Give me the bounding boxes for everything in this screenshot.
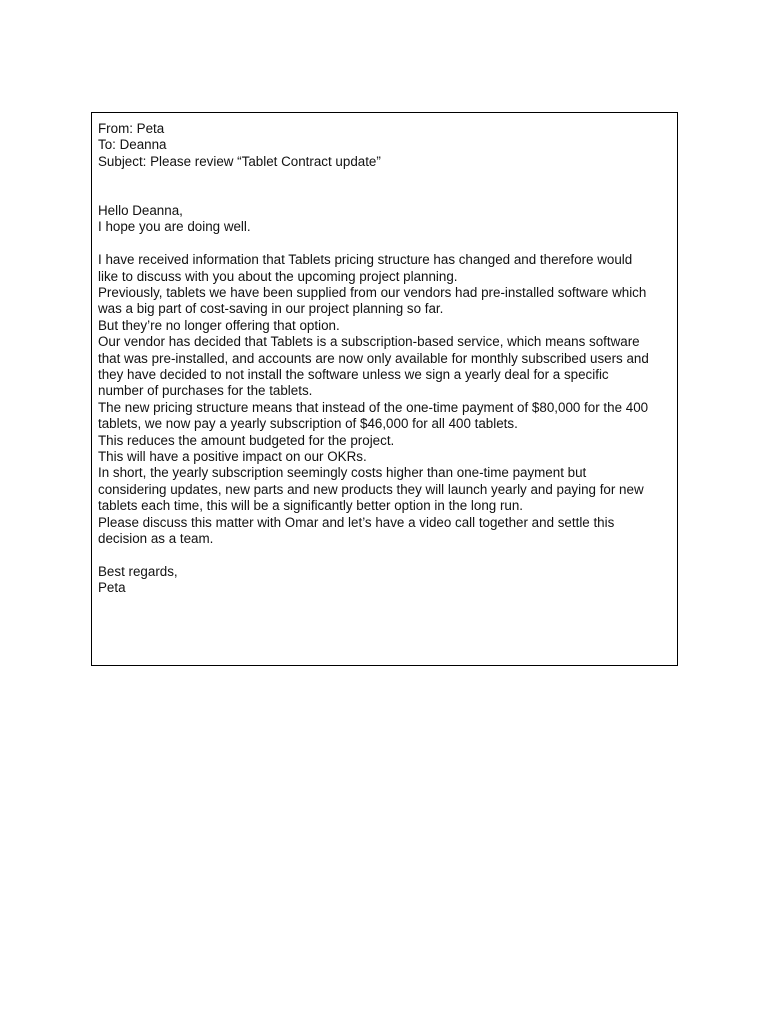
email-greeting: Hello Deanna, — [98, 203, 183, 218]
spacer — [98, 170, 671, 186]
body-line: that was pre-installed, and accounts are now only available for monthly subscribed users and — [98, 350, 649, 366]
body-line: Please discuss this matter with Omar and let’s have a video call together and settle this — [98, 514, 615, 530]
body-line: Our vendor has decided that Tablets is a subscription-based service, which means software — [98, 334, 640, 350]
body-line: tablets each time, this will be a significantly better option in the long run. — [98, 498, 524, 514]
email-subject: Subject: Please review “Tablet Contract update” — [98, 153, 381, 169]
body-line: considering updates, new parts and new products they will launch yearly and paying for new — [98, 481, 644, 497]
body-line: was a big part of cost-saving in our project planning so far. — [98, 301, 444, 317]
spacer — [98, 187, 671, 203]
email-body — [98, 252, 671, 547]
body-line: In short, the yearly subscription seemingly costs higher than one-time payment but — [98, 465, 587, 481]
email-closing: Best regards, — [98, 563, 178, 579]
spacer — [98, 236, 671, 252]
body-line: Previously, tablets we have been supplied from our vendors had pre-installed software which — [98, 285, 647, 301]
email-intro: I hope you are doing well. — [98, 219, 251, 235]
body-line: This reduces the amount budgeted for the project. — [98, 432, 395, 448]
spacer — [98, 548, 671, 564]
body-line: I have received information that Tablets pricing structure has changed and therefore would — [98, 252, 633, 268]
email-to: To: Deanna — [98, 137, 167, 153]
body-line: number of purchases for the tablets. — [98, 383, 313, 399]
body-line: tablets, we now pay a yearly subscription of $46,000 for all 400 tablets. — [98, 416, 518, 432]
email-signature: Peta — [98, 580, 126, 596]
body-line: they have decided to not install the software unless we sign a yearly deal for a specific — [98, 367, 609, 383]
body-line: The new pricing structure means that instead of the one-time payment of $80,000 for the 400 — [98, 399, 649, 415]
body-line: decision as a team. — [98, 531, 214, 547]
body-line: like to discuss with you about the upcoming project planning. — [98, 268, 458, 284]
body-line: But they’re no longer offering that option. — [98, 317, 340, 333]
body-line: This will have a positive impact on our OKRs. — [98, 449, 367, 465]
email-from: From: Peta — [98, 121, 165, 136]
email-box — [91, 112, 678, 666]
